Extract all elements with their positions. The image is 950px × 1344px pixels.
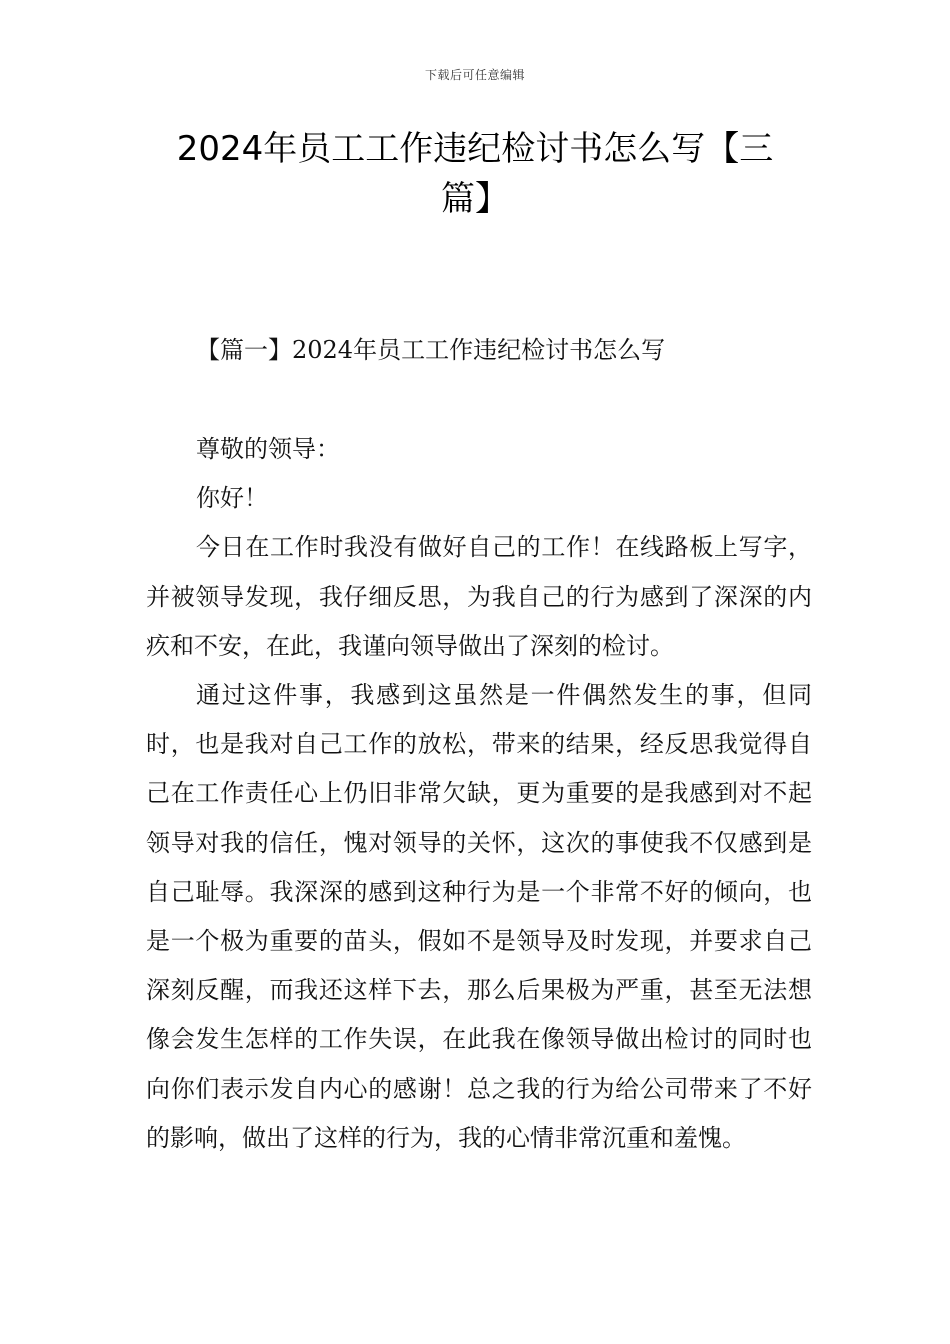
paragraph-1: 今日在工作时我没有做好自己的工作！在线路板上写字，并被领导发现，我仔细反思，为我自己的行为感到了深深的内疚和不安，在此，我谨向领导做出了深刻的检讨。 [146,533,812,660]
section-heading: 【篇一】2024年员工工作违纪检讨书怎么写 [196,336,666,364]
greeting: 你好！ [196,484,268,513]
header-note: 下载后可任意编辑 [424,68,525,82]
salutation: 尊敬的领导： [196,435,340,463]
letter-body [146,425,812,1163]
paragraph-2: 通过这件事，我感到这虽然是一件偶然发生的事，但同时，也是我对自己工作的放松，带来的结果，经反思我觉得自己在工作责任心上仍旧非常欠缺，更为重要的是我感到对不起领导对我的信任，愧对领导的关怀，这次的事使我不仅感到是自己耻辱。我深深的感到这种行为是一个非常不好的倾向，也是一个极为重要的苗头，假如不是领导及时发现，并要求自己深刻反醒，而我还这样下去，那么后果极为严重，甚至无法想像会发生怎样的工作失误，在此我在像领导做出检讨的同时也向你们表示发自内心的感谢！总之我的行为给公司带来了不好的影响，做出了这样的行为，我的心情非常沉重和羞愧。 [146,681,812,1152]
document-title: 2024年员工工作违纪检讨书怎么写【三篇】 [176,129,774,219]
